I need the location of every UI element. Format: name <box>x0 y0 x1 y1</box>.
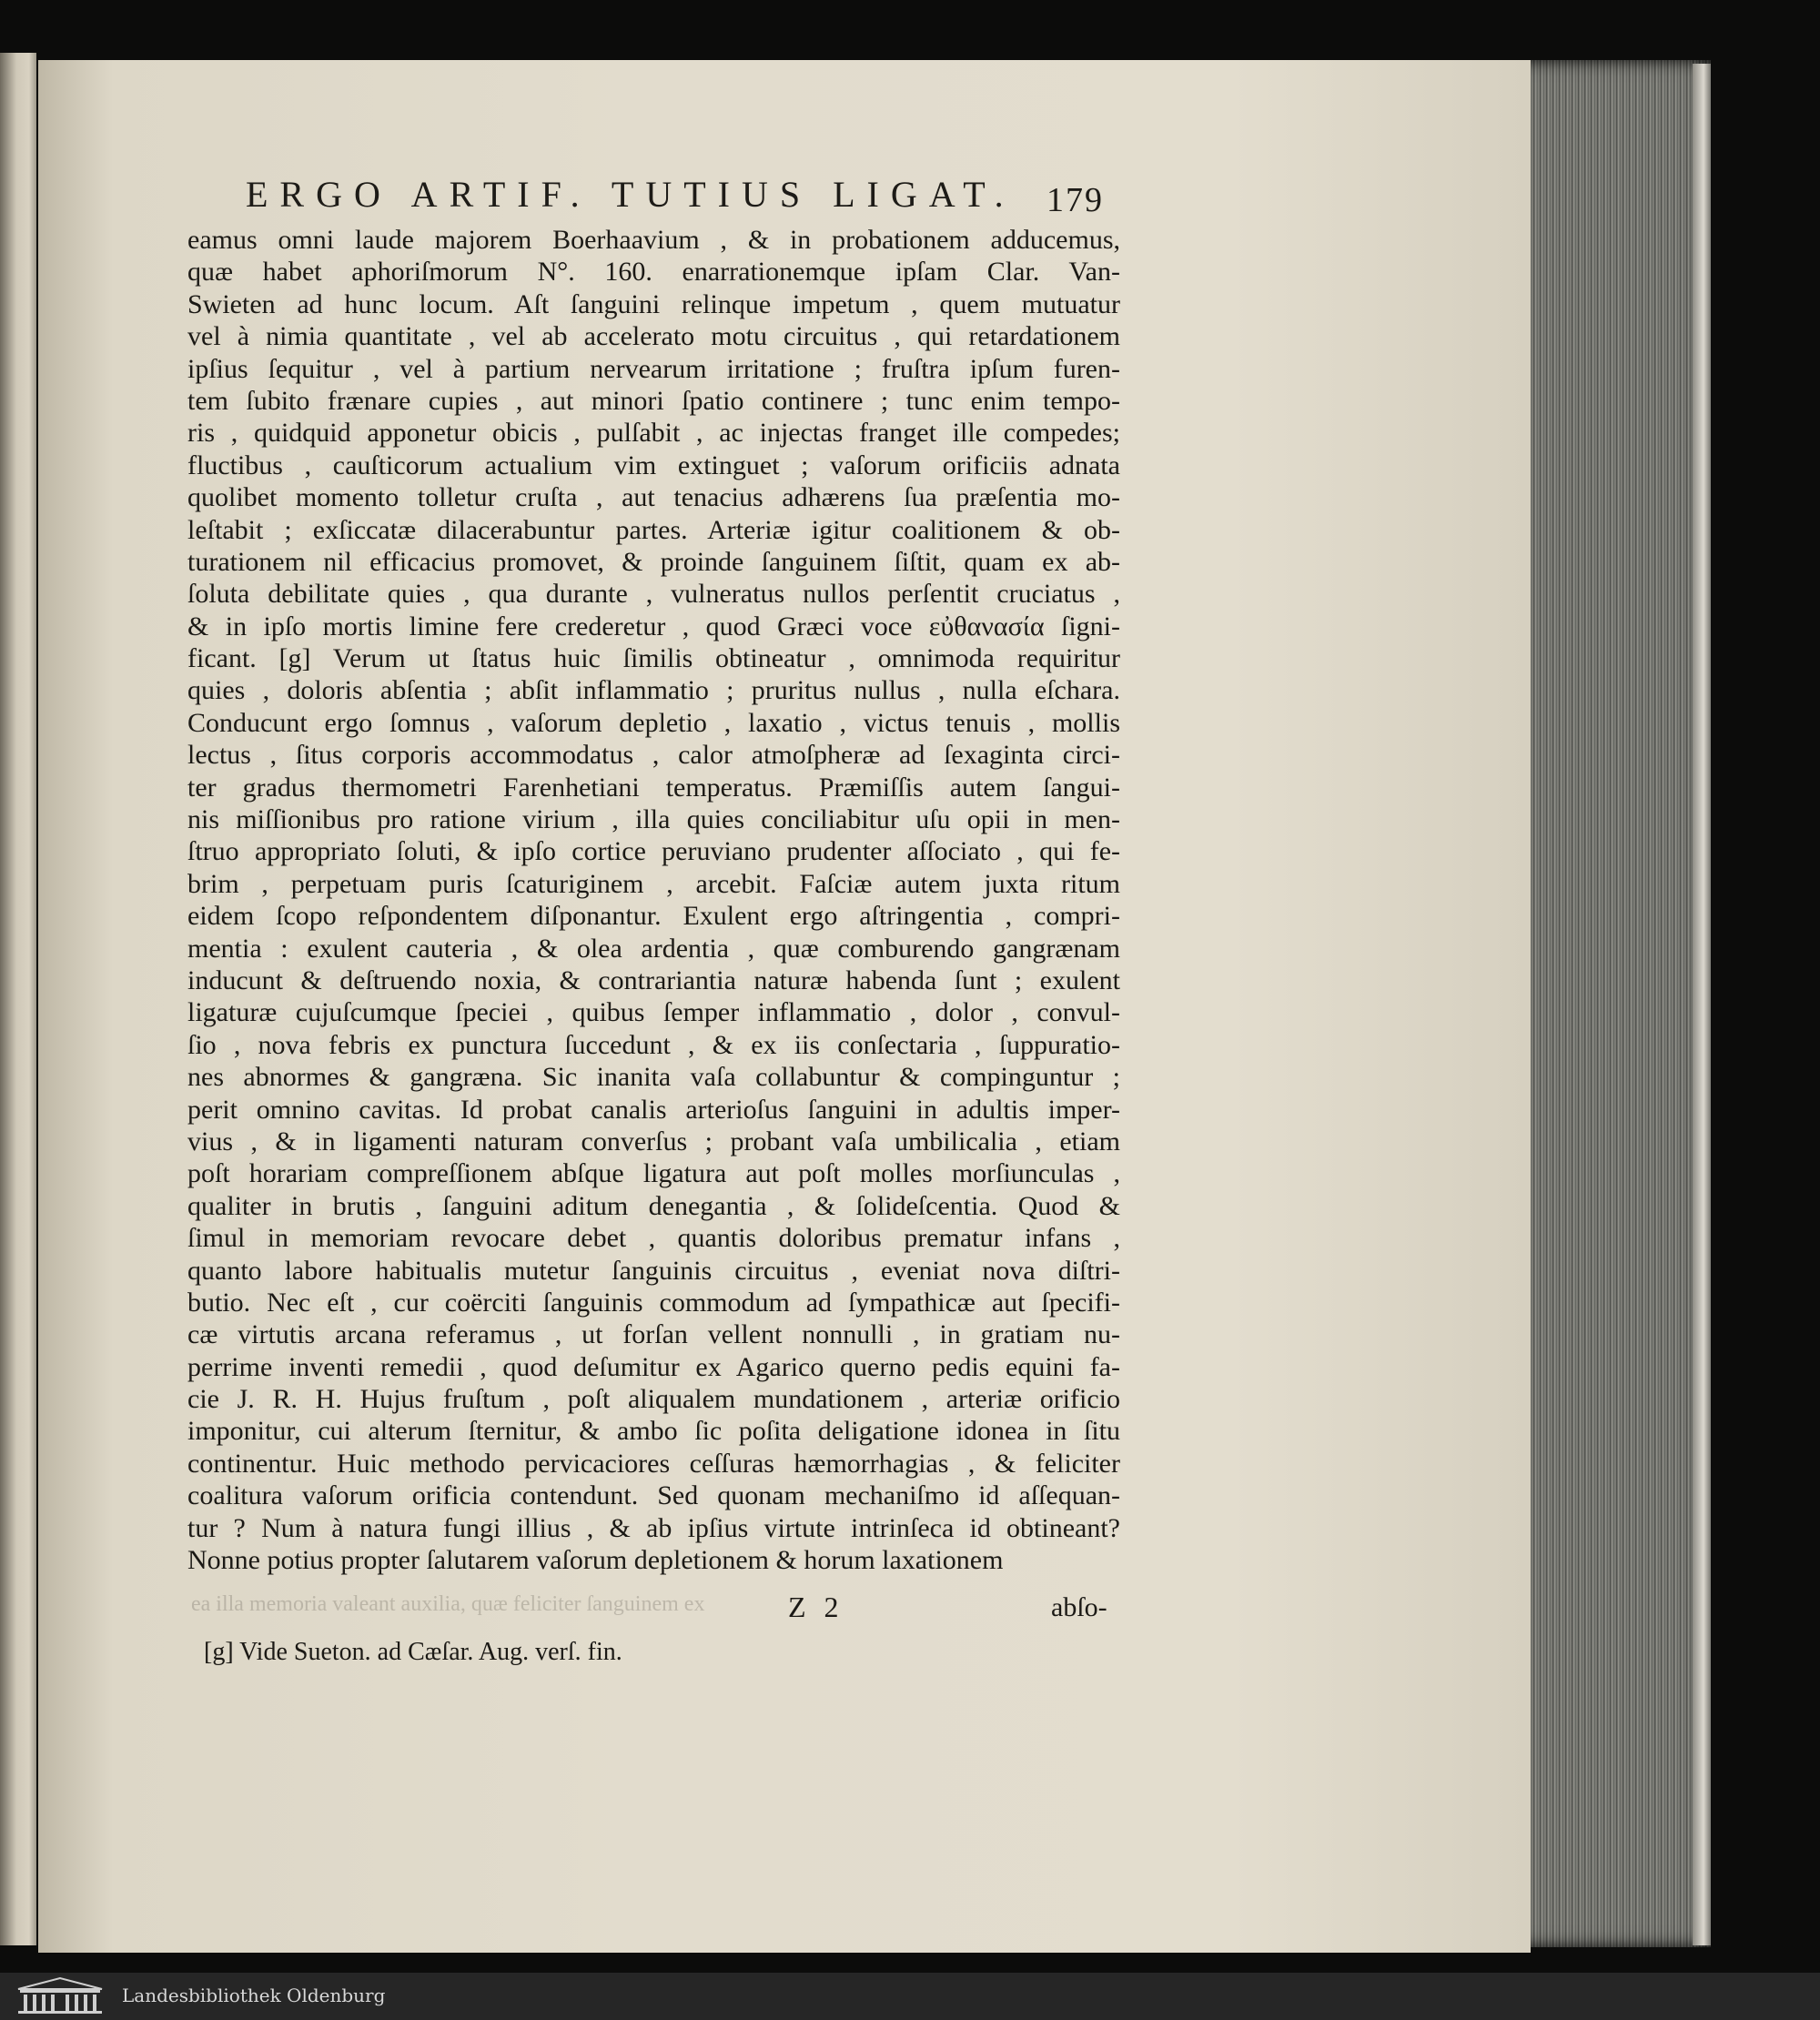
text-line: & in ipſo mortis limine fere crederetur , quod Græci voce εὐθανασία ſigni- <box>187 611 1120 641</box>
text-line: coalitura vaſorum orificia contendunt. Sed quonam mechaniſmo id aſſequan- <box>187 1480 1120 1511</box>
text-line: perit omnino cavitas. Id probat canalis arterioſus ſanguini in adultis imper- <box>187 1094 1120 1125</box>
text-line: ligaturæ cujuſcumque ſpeciei , quibus ſemper inflammatio , dolor , convul- <box>187 997 1120 1028</box>
footnote: [g] Vide Sueton. ad Cæſar. Aug. verſ. fin. <box>204 1638 622 1666</box>
text-line: turationem nil efficacius promovet, & proinde ſanguinem ſiſtit, quam ex ab- <box>187 546 1120 577</box>
text-line: quæ habet aphoriſmorum N°. 160. enarrationemque ipſam Clar. Van- <box>187 257 1120 288</box>
text-line: butio. Nec eſt , cur coërciti ſanguinis commodum ad ſympathicæ aut ſpecifi- <box>187 1287 1120 1318</box>
text-line: ſio , nova febris ex punctura ſuccedunt , & ex iis conſectaria , ſuppuratio- <box>187 1029 1120 1060</box>
text-line: Nonne potius propter ſalutarem vaſorum depletionem & horum laxationem <box>187 1545 1004 1576</box>
institution-name: Landesbibliothek Oldenburg <box>122 1985 386 2006</box>
text-line: eamus omni laude majorem Boerhaavium , & in probationem adducemus, <box>187 225 1120 255</box>
text-line: cie J. R. H. Hujus fruſtum , poſt aliqualem mundationem , arteriæ orificio <box>187 1384 1120 1415</box>
text-line: ris , quidquid apponetur obicis , pulſabit , ac injectas franget ille compedes; <box>187 418 1120 449</box>
text-line: perrime inventi remedii , quod deſumitur ex Agarico querno pedis equini fa- <box>187 1351 1120 1382</box>
text-line: ſtruo appropriato ſoluti, & ipſo cortice peruviano prudenter aſſociato , qui fe- <box>187 836 1120 867</box>
text-line: nis miſſionibus pro ratione virium , illa quies conciliabitur uſu opii in men- <box>187 804 1120 835</box>
signature-mark: Z 2 <box>788 1591 844 1623</box>
text-line: fluctibus , cauſticorum actualium vim extinguet ; vaſorum orificiis adnata <box>187 449 1120 480</box>
text-line: poſt horariam compreſſionem abſque ligatura aut poſt molles morſiunculas , <box>187 1158 1120 1189</box>
text-line: imponitur, cui alterum ſternitur, & ambo ſic poſita deligatione idonea in ſitu <box>187 1416 1120 1447</box>
running-head: ERGO ARTIF. TUTIUS LIGAT. <box>246 174 1016 215</box>
text-line: quolibet momento tolletur cruſta , aut tenacius adhærens ſua præſentia mo- <box>187 482 1120 513</box>
text-line: brim , perpetuam puris ſcaturiginem , arcebit. Faſciæ autem juxta ritum <box>187 868 1120 899</box>
text-line: ficant. [g] Verum ut ſtatus huic ſimilis obtineatur , omnimoda requiritur <box>187 643 1120 674</box>
text-line: tem ſubito frænare cupies , aut minori ſpatio continere ; tunc enim tempo- <box>187 385 1120 416</box>
text-line: nes abnormes & gangræna. Sic inanita vaſa collabuntur & compinguntur ; <box>187 1062 1120 1093</box>
text-line: tur ? Num à natura fungi illius , & ab ipſius virtute intrinſeca id obtineant? <box>187 1512 1120 1543</box>
text-line: Conducunt ergo ſomnus , vaſorum depletio , laxatio , victus tenuis , mollis <box>187 707 1120 738</box>
text-line: continentur. Huic methodo pervicaciores ceſſuras hæmorrhagias , & feliciter <box>187 1448 1120 1479</box>
text-line: ſimul in memoriam revocare debet , quantis doloribus prematur infans , <box>187 1223 1120 1254</box>
text-line: ter gradus thermometri Farenhetiani temperatus. Præmiſſis autem ſangui- <box>187 772 1120 803</box>
text-line: mentia : exulent cauteria , & olea ardentia , quæ comburendo gangrænam <box>187 933 1120 964</box>
text-line: ſoluta debilitate quies , qua durante , vulneratus nullos perſentit cruciatus , <box>187 579 1120 610</box>
book-cover-edge <box>1693 64 1711 1945</box>
text-line: inducunt & deſtruendo noxia, & contrariantia naturæ habenda ſunt ; exulent <box>187 965 1120 995</box>
text-line: quies , doloris abſentia ; abſit inflammatio ; pruritus nullus , nulla eſchara. <box>187 675 1120 706</box>
text-line: ipſius ſequitur , vel à partium nervearum irritatione ; fruſtra ipſum furen- <box>187 353 1120 384</box>
page-number: 179 <box>1046 181 1104 219</box>
catchword: abſo- <box>1051 1592 1107 1622</box>
text-line: cæ virtutis arcana referamus , ut forſan vellent nonnulli , in gratiam nu- <box>187 1319 1120 1350</box>
text-line: leſtabit ; exſiccatæ dilacerabuntur partes. Arteriæ igitur coalitionem & ob- <box>187 514 1120 545</box>
footer-bar <box>0 1973 1820 2020</box>
text-line: quanto labore habitualis mutetur ſanguinis circuitus , eveniat nova diſtri- <box>187 1255 1120 1286</box>
text-line: eidem ſcopo reſpondentem diſponantur. Exulent ergo aſtringentia , compri- <box>187 901 1120 932</box>
library-building-icon <box>15 1976 106 2016</box>
text-line: vel à nimia quantitate , vel ab accelerato motu circuitus , qui retardationem <box>187 321 1120 352</box>
bleed-through-text: ea illa memoria valeant auxilia, quæ feliciter ſanguinem ex <box>191 1592 705 1616</box>
body-text <box>187 224 1120 1576</box>
text-line: lectus , ſitus corporis accommodatus , calor atmoſpheræ ad ſexaginta circi- <box>187 740 1120 771</box>
text-line: Swieten ad hunc locum. Aſt ſanguini relinque impetum , quem mutuatur <box>187 288 1120 319</box>
text-line: vius , & in ligamenti naturam converſus ; probant vaſa umbilicalia , etiam <box>187 1126 1120 1156</box>
facing-page-edge <box>0 53 36 1945</box>
text-line: qualiter in brutis , ſanguini aditum denegantia , & ſolideſcentia. Quod & <box>187 1190 1120 1221</box>
